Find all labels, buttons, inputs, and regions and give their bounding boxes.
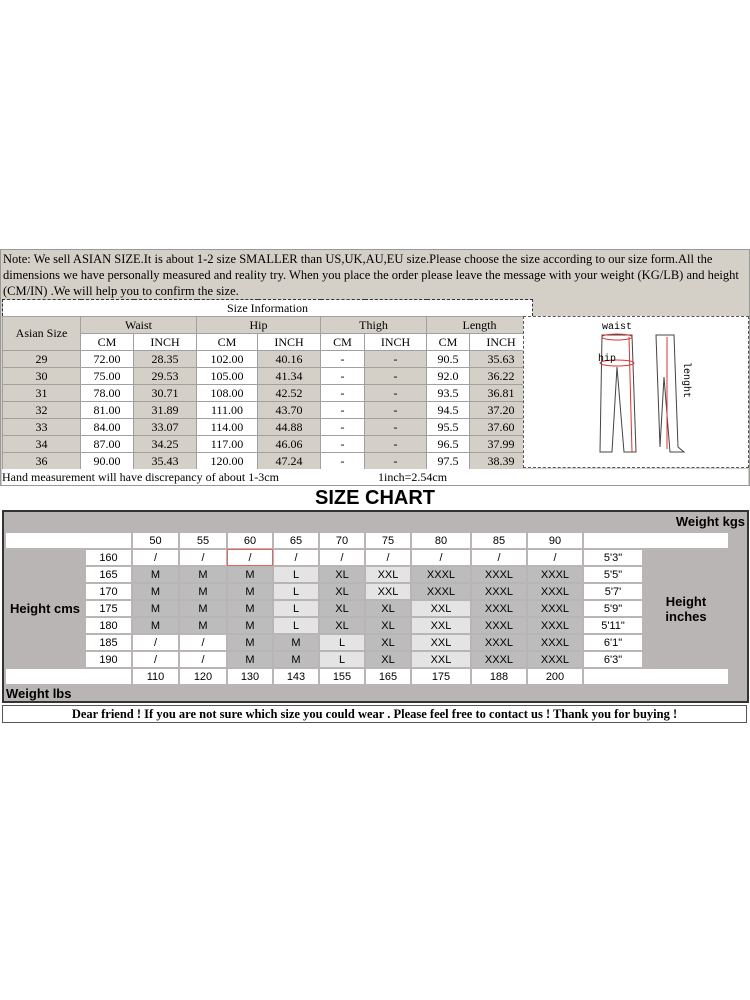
kg-header: 70	[320, 533, 364, 548]
table-cell: -	[365, 368, 427, 385]
height-cm-cell: 180	[86, 618, 131, 633]
size-cell: L	[274, 567, 318, 582]
table-cell: 90.5	[427, 351, 470, 368]
table-cell: 36	[3, 453, 81, 470]
size-cell: XXXL	[528, 584, 582, 599]
table-cell: -	[321, 368, 365, 385]
height-inch-cell: 5'5"	[584, 567, 642, 582]
size-cell: XXXL	[472, 567, 526, 582]
table-cell: 30.71	[134, 385, 197, 402]
height-inch-cell: 6'1"	[584, 635, 642, 650]
table-cell: -	[365, 436, 427, 453]
table-cell: 108.00	[197, 385, 258, 402]
height-cm-cell: 165	[86, 567, 131, 582]
blank-cell	[6, 669, 131, 684]
table-cell: 30	[3, 368, 81, 385]
size-cell: XXXL	[528, 652, 582, 667]
table-cell: 93.5	[427, 385, 470, 402]
table-cell: 38.39	[470, 453, 533, 470]
size-cell: /	[412, 550, 470, 565]
size-information-caption: Size Information	[3, 300, 533, 317]
table-cell: 78.00	[81, 385, 134, 402]
size-cell: M	[228, 652, 272, 667]
size-cell: /	[133, 652, 178, 667]
table-cell: -	[321, 453, 365, 470]
kg-header: 60	[228, 533, 272, 548]
kg-header: 85	[472, 533, 526, 548]
size-cell: XXXL	[412, 584, 470, 599]
table-cell: 43.70	[258, 402, 321, 419]
table-cell: 72.00	[81, 351, 134, 368]
height-cm-cell: 160	[86, 550, 131, 565]
height-inches-label: Height inches	[644, 550, 728, 667]
size-cell: M	[133, 601, 178, 616]
table-cell: 114.00	[197, 419, 258, 436]
size-cell: /	[133, 550, 178, 565]
column-group-header: Hip	[197, 317, 321, 334]
size-chart-row	[6, 550, 728, 565]
weight-lbs-label: Weight lbs	[6, 686, 72, 701]
kg-header: 65	[274, 533, 318, 548]
size-cell: XXXL	[472, 652, 526, 667]
table-cell: 94.5	[427, 402, 470, 419]
table-cell: 40.16	[258, 351, 321, 368]
lbs-cell: 120	[180, 669, 226, 684]
kg-header: 90	[528, 533, 582, 548]
size-cell: /	[228, 550, 272, 565]
table-cell: -	[321, 419, 365, 436]
kg-header: 50	[133, 533, 178, 548]
size-cell: XL	[320, 584, 364, 599]
unit-header: INCH	[470, 334, 533, 351]
table-cell: 36.22	[470, 368, 533, 385]
size-cell: XL	[366, 601, 410, 616]
size-information-table	[2, 299, 533, 470]
size-cell: XXL	[366, 567, 410, 582]
size-cell: L	[274, 601, 318, 616]
table-cell: 81.00	[81, 402, 134, 419]
size-cell: XXL	[412, 601, 470, 616]
table-cell: 84.00	[81, 419, 134, 436]
size-cell: XXXL	[472, 635, 526, 650]
size-cell: /	[133, 635, 178, 650]
asian-size-header: Asian Size	[3, 317, 81, 351]
lbs-cell: 110	[133, 669, 178, 684]
unit-header: CM	[81, 334, 134, 351]
table-cell: 35.63	[470, 351, 533, 368]
size-cell: XXXL	[528, 601, 582, 616]
table-cell: 31	[3, 385, 81, 402]
table-cell: 29.53	[134, 368, 197, 385]
hip-label: hip	[598, 354, 617, 365]
size-cell: XXXL	[528, 618, 582, 633]
kg-header: 75	[366, 533, 410, 548]
column-group-header: Thigh	[321, 317, 427, 334]
table-cell: 95.5	[427, 419, 470, 436]
size-cell: L	[320, 635, 364, 650]
table-cell: 36.81	[470, 385, 533, 402]
size-chart-row	[6, 601, 728, 616]
size-cell: /	[528, 550, 582, 565]
table-cell: 42.52	[258, 385, 321, 402]
size-chart	[2, 510, 749, 703]
size-cell: XXL	[366, 584, 410, 599]
table-cell: -	[365, 385, 427, 402]
height-inch-cell: 5'7'	[584, 584, 642, 599]
size-cell: XXL	[412, 652, 470, 667]
size-cell: /	[472, 550, 526, 565]
size-cell: M	[228, 635, 272, 650]
size-cell: XXXL	[472, 584, 526, 599]
inch-conversion: 1inch=2.54cm	[378, 470, 448, 484]
lbs-cell: 165	[366, 669, 410, 684]
table-cell: 102.00	[197, 351, 258, 368]
table-cell: -	[365, 419, 427, 436]
table-cell: 35.43	[134, 453, 197, 470]
unit-header: INCH	[365, 334, 427, 351]
size-cell: /	[320, 550, 364, 565]
size-footnote-row	[2, 469, 748, 485]
table-cell: 34.25	[134, 436, 197, 453]
size-cell: M	[180, 601, 226, 616]
size-cell: M	[228, 584, 272, 599]
size-cell: XL	[366, 635, 410, 650]
height-cm-cell: 175	[86, 601, 131, 616]
kg-header: 80	[412, 533, 470, 548]
lbs-cell: 155	[320, 669, 364, 684]
size-note: Note: We sell ASIAN SIZE.It is about 1-2 size SMALLER than US,UK,AU,EU size.Please choose the size according to our size form.All the dimensions we have personally measured and reality try. When you place the order please leave the message with your weight (KG/LB) and height (CM/IN) .We will help you to confirm the size.	[3, 252, 739, 298]
size-cell: M	[274, 652, 318, 667]
measurement-footnote: Hand measurement will have discrepancy of about 1-3cm	[2, 470, 279, 484]
table-cell: 92.0	[427, 368, 470, 385]
table-cell: 111.00	[197, 402, 258, 419]
table-cell: 87.00	[81, 436, 134, 453]
table-row	[3, 453, 533, 470]
size-chart-row	[6, 635, 728, 650]
pants-measurement-diagram	[523, 316, 749, 468]
size-information-panel	[0, 249, 750, 486]
size-cell: XL	[320, 567, 364, 582]
size-cell: XXXL	[412, 567, 470, 582]
table-cell: -	[321, 385, 365, 402]
size-cell: M	[228, 601, 272, 616]
size-cell: /	[366, 550, 410, 565]
size-cell: M	[228, 618, 272, 633]
size-cell: XXXL	[528, 635, 582, 650]
table-cell: 117.00	[197, 436, 258, 453]
lbs-cell: 130	[228, 669, 272, 684]
size-cell: L	[320, 652, 364, 667]
size-cell: XL	[320, 618, 364, 633]
height-cm-cell: 170	[86, 584, 131, 599]
size-cell: M	[133, 584, 178, 599]
size-cell: /	[180, 635, 226, 650]
lbs-cell: 175	[412, 669, 470, 684]
table-cell: 46.06	[258, 436, 321, 453]
height-inch-cell: 6'3"	[584, 652, 642, 667]
size-cell: XXXL	[472, 601, 526, 616]
table-row	[3, 419, 533, 436]
table-cell: -	[365, 351, 427, 368]
table-cell: 44.88	[258, 419, 321, 436]
table-cell: 41.34	[258, 368, 321, 385]
size-cell: /	[180, 652, 226, 667]
table-row	[3, 368, 533, 385]
size-chart-row	[6, 584, 728, 599]
size-cell: L	[274, 584, 318, 599]
size-cell: XXL	[412, 618, 470, 633]
table-cell: 32	[3, 402, 81, 419]
table-cell: -	[321, 402, 365, 419]
waist-label: waist	[602, 322, 633, 333]
size-cell: XXXL	[528, 567, 582, 582]
pants-diagram-icon	[524, 317, 748, 467]
size-cell: M	[133, 567, 178, 582]
table-row	[3, 351, 533, 368]
table-cell: 96.5	[427, 436, 470, 453]
column-group-header: Waist	[81, 317, 197, 334]
size-cell: XL	[320, 601, 364, 616]
size-cell: /	[274, 550, 318, 565]
blank-cell	[584, 669, 728, 684]
size-cell: M	[228, 567, 272, 582]
size-cell: L	[274, 618, 318, 633]
weight-kgs-label: Weight kgs	[675, 514, 745, 529]
table-cell: 34	[3, 436, 81, 453]
table-cell: 33	[3, 419, 81, 436]
blank-cell	[6, 533, 131, 548]
unit-header: CM	[197, 334, 258, 351]
lbs-cell: 143	[274, 669, 318, 684]
unit-header: INCH	[258, 334, 321, 351]
lbs-cell: 200	[528, 669, 582, 684]
table-row	[3, 436, 533, 453]
size-cell: M	[133, 618, 178, 633]
table-cell: 37.60	[470, 419, 533, 436]
table-cell: 75.00	[81, 368, 134, 385]
table-cell: -	[365, 402, 427, 419]
table-row	[3, 402, 533, 419]
kg-header: 55	[180, 533, 226, 548]
table-cell: 47.24	[258, 453, 321, 470]
lbs-cell: 188	[472, 669, 526, 684]
height-inch-cell: 5'9"	[584, 601, 642, 616]
unit-header: INCH	[134, 334, 197, 351]
table-cell: 29	[3, 351, 81, 368]
height-inch-cell: 5'11"	[584, 618, 642, 633]
table-row	[3, 385, 533, 402]
table-cell: 97.5	[427, 453, 470, 470]
size-cell: XXL	[412, 635, 470, 650]
length-label: lenght	[680, 362, 691, 399]
size-cell: XL	[366, 618, 410, 633]
table-cell: 33.07	[134, 419, 197, 436]
size-cell: M	[180, 584, 226, 599]
table-cell: 28.35	[134, 351, 197, 368]
size-cell: XXXL	[472, 618, 526, 633]
height-cm-cell: 190	[86, 652, 131, 667]
size-chart-row	[6, 618, 728, 633]
size-chart-row	[6, 652, 728, 667]
size-chart-row	[6, 567, 728, 582]
height-cms-label: Height cms	[6, 550, 84, 667]
unit-header: CM	[427, 334, 470, 351]
column-group-header: Length	[427, 317, 533, 334]
table-cell: 120.00	[197, 453, 258, 470]
table-cell: 105.00	[197, 368, 258, 385]
height-inch-cell: 5'3"	[584, 550, 642, 565]
size-cell: M	[180, 567, 226, 582]
blank-cell	[584, 533, 728, 548]
size-cell: XL	[366, 652, 410, 667]
table-cell: -	[321, 436, 365, 453]
size-chart-title: SIZE CHART	[315, 487, 435, 509]
unit-header: CM	[321, 334, 365, 351]
table-cell: 37.20	[470, 402, 533, 419]
height-cm-cell: 185	[86, 635, 131, 650]
size-cell: M	[274, 635, 318, 650]
table-cell: 31.89	[134, 402, 197, 419]
size-cell: /	[180, 550, 226, 565]
size-cell: M	[180, 618, 226, 633]
table-cell: -	[365, 453, 427, 470]
footer-message: Dear friend ! If you are not sure which size you could wear . Please feel free to contact us ! Thank you for buying !	[2, 705, 747, 723]
table-cell: 37.99	[470, 436, 533, 453]
table-cell: -	[321, 351, 365, 368]
size-chart-table	[4, 531, 730, 686]
table-cell: 90.00	[81, 453, 134, 470]
